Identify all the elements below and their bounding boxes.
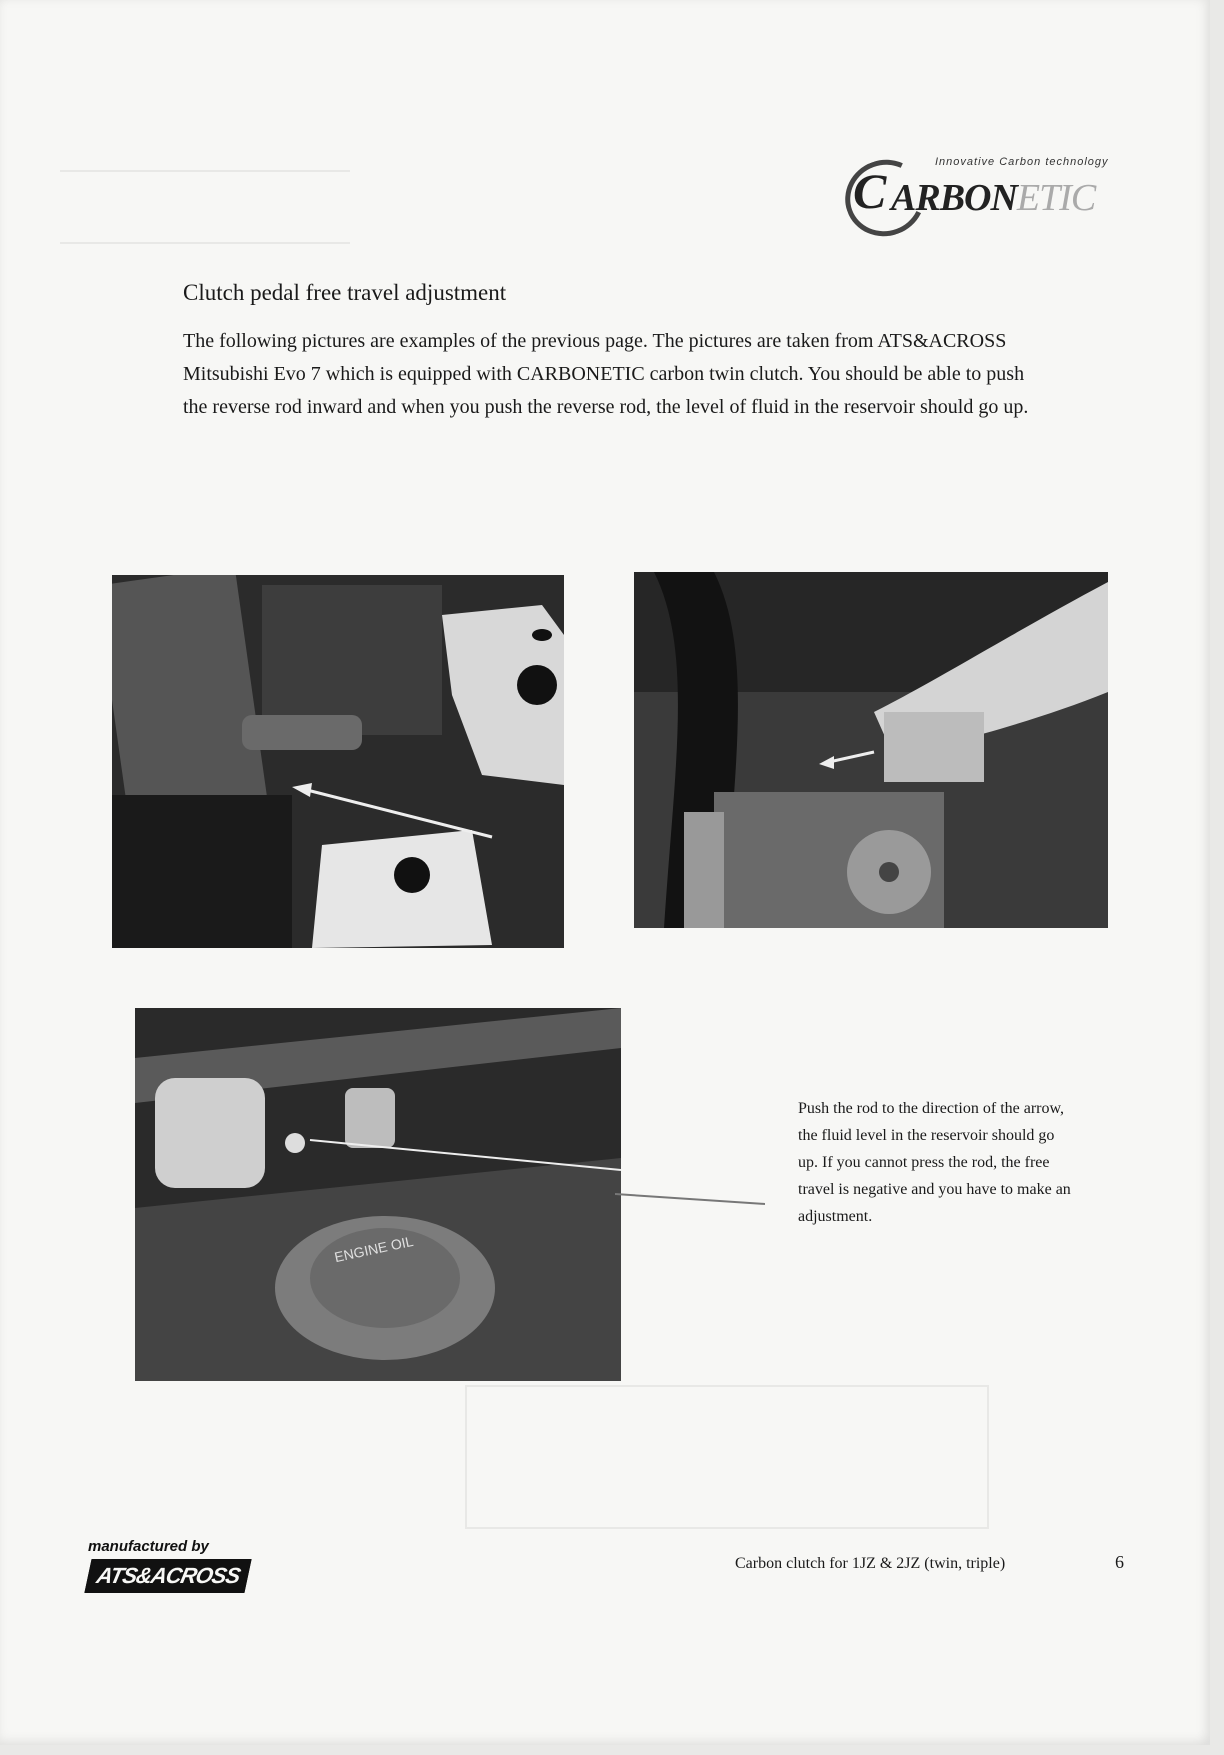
carbonetic-logo — [845, 150, 1125, 240]
photo-caption: Push the rod to the direction of the arrow, the fluid level in the reservoir should go up. If you cannot press the rod, the free travel is negative and you have to make an adjustment. — [798, 1100, 1071, 1225]
oil-cap-label: ENGINE OIL — [332, 1232, 415, 1266]
logo-wordmark — [891, 176, 1095, 220]
footer-product-line: Carbon clutch for 1JZ & 2JZ (twin, triple) — [735, 1555, 1006, 1572]
manufactured-by-label: manufactured by — [88, 1538, 209, 1555]
photo-oil-cap-reservoir — [135, 1008, 621, 1381]
logo-word-light: ETIC — [1016, 177, 1096, 219]
photo-reservoir-hand — [634, 572, 1108, 928]
logo-word-dark: ARBON — [891, 177, 1017, 219]
logo-tagline: Innovative Carbon technology — [935, 156, 1109, 168]
page-number: 6 — [1115, 1552, 1124, 1572]
manufacturer-block — [88, 1538, 248, 1593]
bleed-through-logo — [60, 170, 350, 244]
logo-initial: C — [853, 163, 887, 219]
caption-pointer-line — [615, 1180, 765, 1220]
bleed-through-box — [465, 1385, 989, 1529]
page-title: Clutch pedal free travel adjustment — [183, 280, 507, 305]
ats-across-logo: ATS&ACROSS — [84, 1559, 252, 1593]
intro-paragraph: The following pictures are examples of the previous page. The pictures are taken from ATS&ACROSS Mitsubishi Evo 7 which is equipped with CARBONETIC carbon twin clutch. You should be able to push the reverse rod inward and when you push the reverse rod, the level of fluid in the reservoir should go up. — [183, 330, 1029, 418]
photo-engine-bay-rod — [112, 575, 564, 948]
